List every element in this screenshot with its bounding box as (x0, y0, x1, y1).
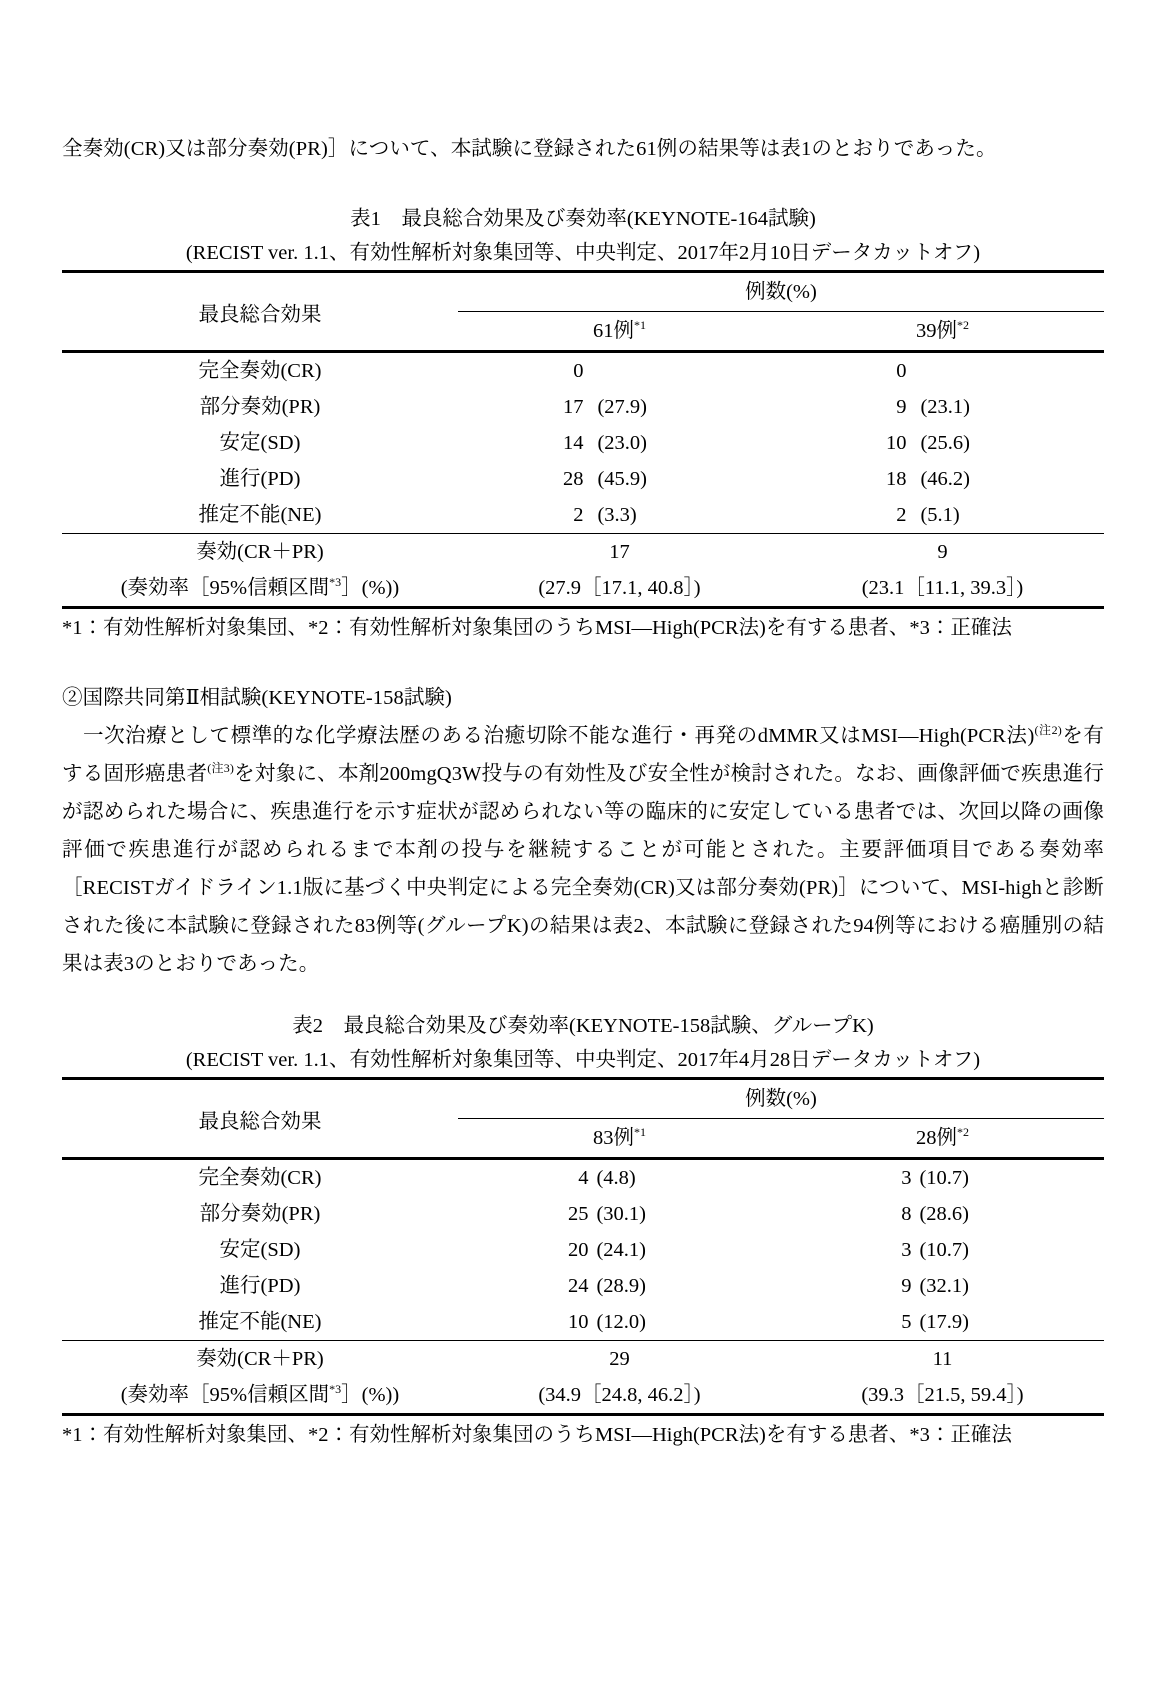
table2-ci-label-pre: (奏効率［95%信頼区間 (120, 1384, 330, 1406)
section2-note3-marker: (注3) (207, 761, 234, 776)
section2-body-pre: 一次治療として標準的な化学療法歴のある治癒切除不能な進行・再発のdMMR又はMSI―High(PCR法) (83, 725, 1035, 747)
table1-header-col-a-text: 61例 (592, 320, 634, 342)
table2-row2-value-b (781, 1232, 1104, 1268)
table2-row4-category: 推定不能(NE) (198, 1311, 322, 1333)
table1-row3-a-p: (45.9) (597, 468, 647, 490)
table1-header-col-b-sup: *2 (956, 318, 969, 333)
table2-summary-value-a: 29 (609, 1348, 630, 1370)
table1-header-col-b (781, 312, 1104, 352)
table1-row2-category: 安定(SD) (219, 432, 301, 454)
table2-ci-value-a: (34.9［24.8, 46.2］) (538, 1384, 701, 1406)
table1-row4-value-a (458, 497, 781, 534)
table-row (62, 425, 1104, 461)
table1-row4-category: 推定不能(NE) (198, 504, 322, 526)
table-row (62, 461, 1104, 497)
table-row (62, 389, 1104, 425)
spacer (62, 168, 1104, 202)
table-row (62, 1196, 1104, 1232)
table2-row0-value-b (781, 1159, 1104, 1197)
table1-row3-a-n: 28 (562, 468, 584, 490)
table2-row0-b-p: (10.7) (919, 1167, 970, 1189)
spacer (62, 983, 1104, 1009)
table1-ci-label-post: ］(%)) (341, 577, 400, 599)
table2-row1-value-a (458, 1196, 781, 1232)
table1-row1-value-b (781, 389, 1104, 425)
table2-block (62, 1009, 1104, 1452)
lead-paragraph: 全奏効(CR)又は部分奏効(PR)］について、本試験に登録された61例の結果等は表1のとおりであった。 (62, 138, 997, 160)
table1-header-row-label: 最良総合効果 (198, 303, 322, 326)
table-row (62, 497, 1104, 534)
table2-row3-a-p: (28.9) (596, 1275, 646, 1297)
table2-row1-value-b (781, 1196, 1104, 1232)
table1-subtitle: (RECIST ver. 1.1、有効性解析対象集団等、中央判定、2017年2月10日データカットオフ) (185, 242, 981, 264)
table1-header-col-b-text: 39例 (915, 320, 957, 342)
table1-summary-category: 奏効(CR＋PR) (196, 541, 324, 563)
table2-row3-value-b (781, 1268, 1104, 1304)
table2-row3-value-a (458, 1268, 781, 1304)
table2-row1-a-p: (30.1) (596, 1203, 646, 1225)
table2-footnote: *1：有効性解析対象集団、*2：有効性解析対象集団のうちMSI―High(PCR法)を有する患者、*3：正確法 (62, 1424, 1012, 1446)
table2-row4-a-p: (12.0) (596, 1311, 646, 1333)
table2-header-col-b-sup: *2 (956, 1125, 969, 1140)
table1-row1-category: 部分奏効(PR) (199, 396, 321, 418)
table2-row0-value-a (458, 1159, 781, 1197)
table1-row0-a-n: 0 (573, 360, 584, 382)
table1-row3-b-p: (46.2) (920, 468, 971, 490)
table1-row2-value-a (458, 425, 781, 461)
table1-row3-value-a (458, 461, 781, 497)
table2-title: 表2 最良総合効果及び奏効率(KEYNOTE-158試験、グループK) (292, 1015, 874, 1037)
table1-row2-b-p: (25.6) (920, 432, 971, 454)
table1-row0-category: 完全奏効(CR) (198, 360, 322, 382)
table2 (62, 1077, 1104, 1416)
table1-summary-row (62, 534, 1104, 571)
table1-block (62, 202, 1104, 645)
table1-row1-b-p: (23.1) (920, 396, 971, 418)
table1-ci-value-b: (23.1［11.1, 39.3］) (861, 577, 1024, 599)
table2-row4-b-p: (17.9) (919, 1311, 970, 1333)
table1-header-col-a (458, 312, 781, 352)
section2-note2-marker: (注2) (1034, 723, 1062, 738)
table1-row2-value-b (781, 425, 1104, 461)
section2-body-mid1: を有する固形癌患者 (62, 725, 1105, 785)
table1-header-group-label: 例数(%) (458, 272, 1104, 312)
table1-row4-b-n: 2 (896, 504, 907, 526)
table1-row2-a-n: 14 (562, 432, 584, 454)
table-row (62, 1159, 1104, 1197)
table1-ci-value-a: (27.9［17.1, 40.8］) (538, 577, 701, 599)
table2-header-col-a (458, 1119, 781, 1159)
table2-row2-b-n: 3 (901, 1239, 912, 1261)
table2-row2-a-n: 20 (567, 1239, 589, 1261)
table2-summary-row (62, 1341, 1104, 1378)
table-row (62, 352, 1104, 390)
table1-row3-value-b (781, 461, 1104, 497)
table2-ci-value-b: (39.3［21.5, 59.4］) (861, 1384, 1024, 1406)
table2-header-col-a-text: 83例 (592, 1127, 634, 1149)
table2-row2-b-p: (10.7) (919, 1239, 970, 1261)
table1-row2-a-p: (23.0) (597, 432, 647, 454)
table2-row4-value-a (458, 1304, 781, 1341)
table2-row4-value-b (781, 1304, 1104, 1341)
table1-summary-value-b: 9 (937, 541, 948, 563)
table2-header-group-label: 例数(%) (458, 1079, 1104, 1119)
table1-ci-row (62, 570, 1104, 608)
section2-body-mid2: を対象に、本剤200mgQ3W投与の有効性及び安全性が検討された。なお、画像評価で疾患進行が認められた場合に、疾患進行を示す症状が認められない等の臨床的に安定している患者では、次回以降の画像評価で疾患進行が認められるまで本剤の投与を継続することが可能とされた。主要評価項目である奏効率［RECISTガイドライン1.1版に基づく中央判定による完全奏効(CR)又は部分奏効(PR)］について、MSI-highと診断された後に本試験に登録された83例等(グループK)の結果は表2、本試験に登録された94例等における癌腫別の結果は表3のとおりであった。 (62, 763, 1104, 975)
table1-ci-label-sup: *3 (329, 575, 342, 590)
table2-row0-a-n: 4 (578, 1167, 589, 1189)
table1-row0-b-n: 0 (896, 360, 907, 382)
table2-row2-category: 安定(SD) (219, 1239, 301, 1261)
table2-row4-a-n: 10 (567, 1311, 589, 1333)
table2-row1-category: 部分奏効(PR) (199, 1203, 321, 1225)
section2-paragraph (62, 717, 1104, 983)
table2-ci-row (62, 1377, 1104, 1415)
table2-header-col-b-text: 28例 (915, 1127, 957, 1149)
table2-header-row-label: 最良総合効果 (198, 1110, 322, 1133)
table2-subtitle: (RECIST ver. 1.1、有効性解析対象集団等、中央判定、2017年4月28日データカットオフ) (185, 1049, 981, 1071)
table1-row3-category: 進行(PD) (219, 468, 301, 490)
table2-row0-b-n: 3 (901, 1167, 912, 1189)
table1-header-col-a-sup: *1 (633, 318, 646, 333)
table2-row0-category: 完全奏効(CR) (198, 1167, 322, 1189)
table1-summary-value-a: 17 (609, 541, 630, 563)
table1-row1-value-a (458, 389, 781, 425)
table1-title: 表1 最良総合効果及び奏効率(KEYNOTE-164試験) (350, 208, 816, 230)
table2-summary-category: 奏効(CR＋PR) (196, 1348, 324, 1370)
table2-ci-label-sup: *3 (329, 1382, 342, 1397)
table2-header-col-b (781, 1119, 1104, 1159)
table2-row1-b-p: (28.6) (919, 1203, 970, 1225)
table2-row2-a-p: (24.1) (596, 1239, 646, 1261)
table1-row4-b-p: (5.1) (920, 504, 960, 526)
table-row (62, 1304, 1104, 1341)
table1-footnote: *1：有効性解析対象集団、*2：有効性解析対象集団のうちMSI―High(PCR法)を有する患者、*3：正確法 (62, 617, 1012, 639)
table2-ci-label-post: ］(%)) (341, 1384, 400, 1406)
table1-ci-label-pre: (奏効率［95%信頼区間 (120, 577, 330, 599)
table2-summary-value-b: 11 (932, 1348, 953, 1370)
table2-row3-b-n: 9 (901, 1275, 912, 1297)
table2-header-row (62, 1079, 1104, 1119)
table1-row4-value-b (781, 497, 1104, 534)
table2-row1-a-n: 25 (567, 1203, 589, 1225)
table1-row1-b-n: 9 (896, 396, 907, 418)
table2-row0-a-p: (4.8) (596, 1167, 636, 1189)
table1-header-row (62, 272, 1104, 312)
table1-row4-a-p: (3.3) (597, 504, 637, 526)
table2-row4-b-n: 5 (901, 1311, 912, 1333)
table-row (62, 1232, 1104, 1268)
table1 (62, 270, 1104, 609)
table1-row2-b-n: 10 (885, 432, 907, 454)
section2-heading: ②国際共同第Ⅱ相試験(KEYNOTE-158試験) (62, 687, 452, 709)
table1-row0-value-a (458, 352, 781, 390)
table2-row1-b-n: 8 (901, 1203, 912, 1225)
table1-row3-b-n: 18 (885, 468, 907, 490)
table2-row3-a-n: 24 (567, 1275, 589, 1297)
spacer (62, 645, 1104, 679)
table1-row1-a-n: 17 (562, 396, 584, 418)
table2-header-col-a-sup: *1 (633, 1125, 646, 1140)
table1-row4-a-n: 2 (573, 504, 584, 526)
table2-row3-b-p: (32.1) (919, 1275, 970, 1297)
table2-row2-value-a (458, 1232, 781, 1268)
table1-ci-label (62, 570, 458, 608)
table2-row3-category: 進行(PD) (219, 1275, 301, 1297)
table-row (62, 1268, 1104, 1304)
table2-ci-label (62, 1377, 458, 1415)
table1-row0-value-b (781, 352, 1104, 390)
table1-row1-a-p: (27.9) (597, 396, 647, 418)
